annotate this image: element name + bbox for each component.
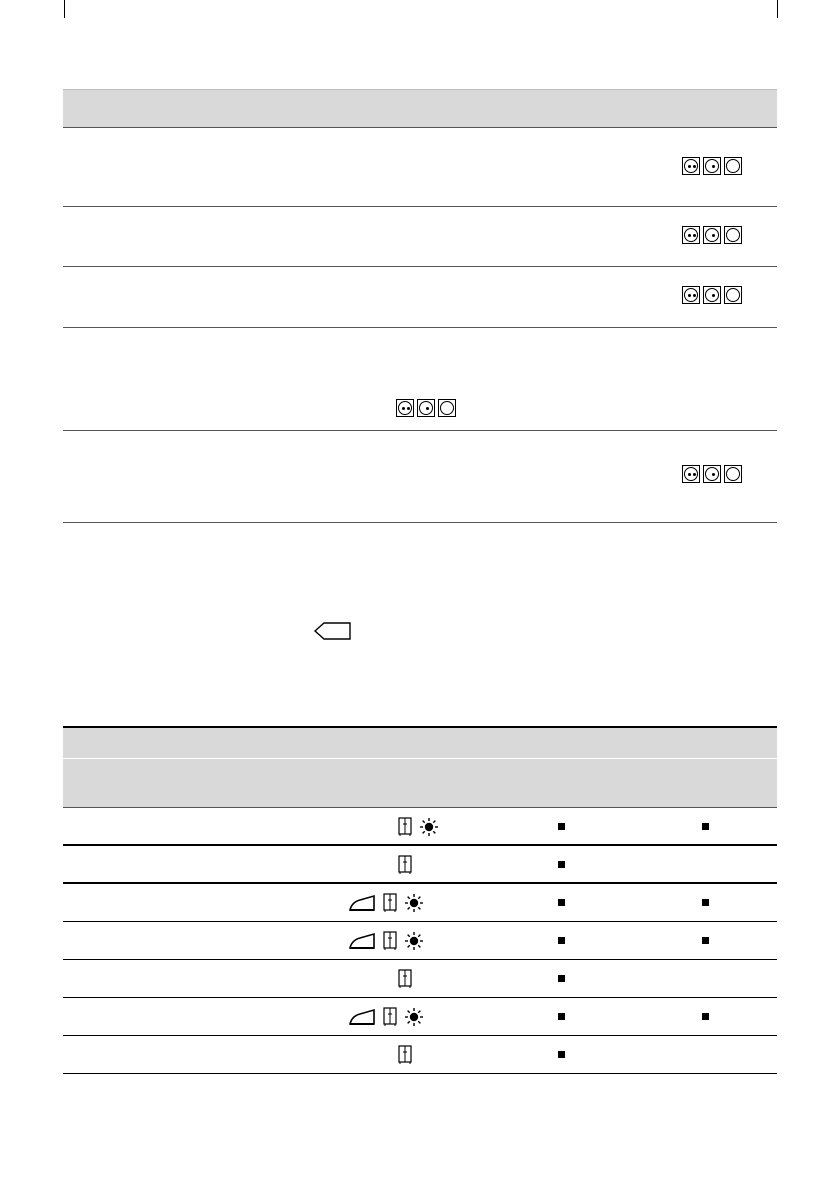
tumble-dry-two-dots-icon (682, 157, 700, 175)
label-tag-icon (313, 621, 353, 641)
wardrobe-icon (382, 1007, 398, 1027)
tumble-dry-icons (682, 465, 742, 483)
iron-icon (348, 931, 376, 951)
table2-row (63, 808, 777, 846)
tumble-dry-one-dot-icon (703, 157, 721, 175)
check-square-col1 (558, 823, 565, 830)
tumble-dry-two-dots-icon (682, 286, 700, 304)
tumble-dry-two-dots-icon (682, 226, 700, 244)
check-square-col2 (702, 899, 709, 906)
sun-icon (404, 931, 424, 951)
tumble-dry-no-heat-icon (724, 157, 742, 175)
table2-row (63, 884, 777, 922)
table1-row-1 (63, 128, 777, 207)
sun-icon (404, 1007, 424, 1027)
program-table-subheader (63, 759, 777, 808)
check-square-col1 (558, 937, 565, 944)
table2-row (63, 922, 777, 960)
tumble-dry-icons (682, 157, 742, 175)
tumble-dry-no-heat-icon (724, 226, 742, 244)
tumble-dry-one-dot-icon (703, 286, 721, 304)
table1-row-2 (63, 207, 777, 267)
wardrobe-icon (382, 931, 398, 951)
tumble-dry-one-dot-icon (703, 226, 721, 244)
check-square-col2 (702, 823, 709, 830)
table1-row-3 (63, 267, 777, 328)
table1-row-4 (63, 328, 777, 431)
table1-row-5 (63, 431, 777, 523)
check-square-col2 (702, 937, 709, 944)
tumble-dry-one-dot-icon (417, 399, 435, 417)
wardrobe-icon (382, 893, 398, 913)
table2-row (63, 960, 777, 998)
tumble-dry-no-heat-icon (724, 465, 742, 483)
iron-icon (348, 1007, 376, 1027)
table2-row (63, 998, 777, 1036)
tumble-dry-one-dot-icon (703, 465, 721, 483)
care-symbols (348, 1007, 424, 1027)
care-symbols (397, 969, 413, 989)
tumble-dry-no-heat-icon (724, 286, 742, 304)
sun-icon (404, 893, 424, 913)
tumble-dry-icons (396, 399, 456, 417)
tumble-dry-icons (682, 286, 742, 304)
wardrobe-icon (397, 855, 413, 875)
care-symbols (397, 855, 413, 875)
iron-icon (348, 893, 376, 913)
drying-table-header (63, 89, 777, 128)
check-square-col1 (558, 899, 565, 906)
check-square-col1 (558, 861, 565, 868)
check-square-col1 (558, 1013, 565, 1020)
tumble-dry-no-heat-icon (438, 399, 456, 417)
cut-mark-left (64, 0, 65, 18)
care-symbols (397, 1045, 413, 1065)
table2-row (63, 846, 777, 884)
tumble-dry-two-dots-icon (682, 465, 700, 483)
check-square-col1 (558, 1051, 565, 1058)
program-table (63, 726, 777, 1074)
table2-row (63, 1036, 777, 1074)
check-square-col2 (702, 1013, 709, 1020)
wardrobe-icon (397, 1045, 413, 1065)
care-symbols (348, 893, 424, 913)
check-square-col1 (558, 975, 565, 982)
tumble-dry-icons (682, 226, 742, 244)
cut-mark-right (777, 0, 778, 18)
drying-table (63, 89, 777, 523)
tumble-dry-two-dots-icon (396, 399, 414, 417)
sun-icon (419, 817, 439, 837)
program-table-header (63, 726, 777, 759)
care-symbols (348, 931, 424, 951)
wardrobe-icon (397, 817, 413, 837)
care-symbols (397, 817, 439, 837)
wardrobe-icon (397, 969, 413, 989)
